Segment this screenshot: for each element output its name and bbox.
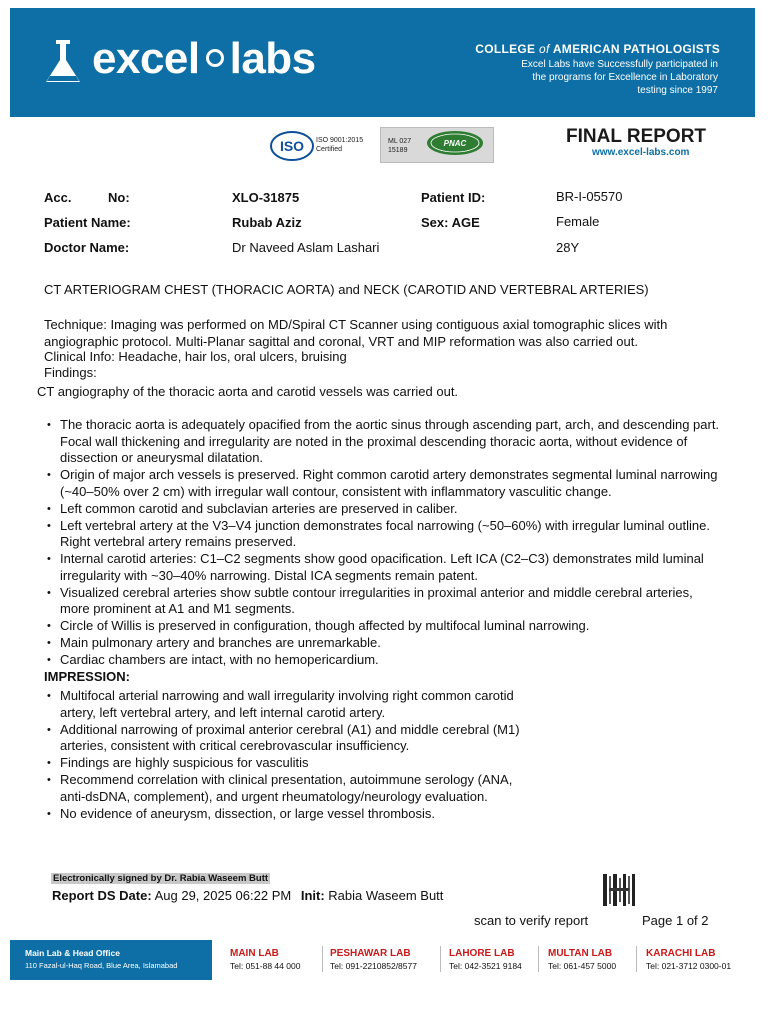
impression-label: IMPRESSION: bbox=[44, 669, 130, 684]
age-value: 28Y bbox=[556, 240, 580, 255]
iso-line-1: ISO 9001:2015 bbox=[316, 137, 364, 144]
footer-lab-name: KARACHI LAB bbox=[646, 948, 716, 959]
study-title: CT ARTERIOGRAM CHEST (THORACIC AORTA) and NECK (CAROTID AND VERTEBRAL ARTERIES) bbox=[44, 282, 649, 297]
findings-label: Findings: bbox=[44, 365, 97, 380]
iso-line-2: Certified bbox=[316, 146, 343, 153]
pnac-logo-icon bbox=[424, 129, 486, 157]
footer-lab-tel: Tel: 091-2210852/8577 bbox=[330, 961, 417, 971]
iso-logo-text: ISO bbox=[279, 138, 305, 154]
patient-name-label: Patient Name: bbox=[44, 215, 131, 230]
cap-title-part-1: COLLEGE bbox=[475, 42, 536, 56]
footer-lab-name: LAHORE LAB bbox=[449, 948, 515, 959]
patient-name-value: Rubab Aziz bbox=[232, 215, 302, 230]
footer-lab-tel: Tel: 021-3712 0300-01 bbox=[646, 961, 732, 971]
footer-divider bbox=[636, 946, 637, 972]
cap-line-2: the programs for Excellence in Laboratory bbox=[532, 72, 718, 83]
findings-item: • Origin of major arch vessels is preserved. Right common carotid artery demonstrates segmental luminal narrowing (~40–50% over 2 cm) with irregular wall contour, consistent with inflammatory vasculitic change. bbox=[60, 467, 725, 500]
findings-item: • Left vertebral artery at the V3–V4 junction demonstrates focal narrowing (~50–60%) with irregular luminal outline. Right vertebral artery remains preserved. bbox=[60, 518, 725, 551]
patient-id-label: Patient ID: bbox=[421, 190, 486, 205]
footer-head-office bbox=[10, 940, 212, 980]
flask-logo-icon bbox=[46, 40, 90, 86]
sex-value: Female bbox=[556, 214, 600, 229]
ml-line-1: ML 027 bbox=[388, 138, 412, 145]
cap-line-1: Excel Labs have Successfully participated in bbox=[521, 59, 718, 70]
footer-divider bbox=[538, 946, 539, 972]
cap-line-3: testing since 1997 bbox=[637, 85, 718, 96]
impression-item: • Findings are highly suspicious for vasculitis bbox=[60, 755, 530, 772]
page-number: Page 1 of 2 bbox=[642, 913, 709, 928]
impression-item: • Recommend correlation with clinical presentation, autoimmune serology (ANA, anti-dsDNA, complement), and urgent rheumatology/neurology evaluation. bbox=[60, 772, 530, 805]
website-link[interactable]: www.excel-labs.com bbox=[592, 147, 690, 158]
doctor-name-label: Doctor Name: bbox=[44, 240, 130, 255]
footer-lab-name: MAIN LAB bbox=[230, 948, 279, 959]
cap-title bbox=[475, 42, 720, 56]
footer-lab-tel: Tel: 042-3521 9184 bbox=[449, 961, 522, 971]
findings-item: • Left common carotid and subclavian arteries are preserved in caliber. bbox=[60, 501, 725, 518]
head-office-title: Main Lab & Head Office bbox=[25, 948, 120, 958]
patient-id-value: BR-I-05570 bbox=[556, 189, 623, 204]
iso-logo-icon bbox=[270, 131, 314, 161]
report-title: FINAL REPORT bbox=[566, 126, 707, 147]
report-date bbox=[52, 888, 443, 903]
footer-divider bbox=[322, 946, 323, 972]
findings-item: • Cardiac chambers are intact, with no hemopericardium. bbox=[60, 652, 725, 669]
scan-to-verify: scan to verify report bbox=[474, 913, 589, 928]
brand-left: excel bbox=[92, 34, 200, 83]
acc-label-2: No: bbox=[108, 190, 130, 205]
cap-title-of: of bbox=[539, 42, 550, 56]
findings-intro: CT angiography of the thoracic aorta and carotid vessels was carried out. bbox=[37, 384, 459, 399]
acc-value: XLO-31875 bbox=[232, 190, 300, 205]
report-date-value: Aug 29, 2025 06:22 PM bbox=[154, 888, 292, 903]
pnac-ml-text bbox=[388, 137, 411, 155]
impression-item: • Multifocal arterial narrowing and wall irregularity involving right common carotid artery, left vertebral artery, and left internal carotid artery. bbox=[60, 688, 530, 721]
findings-item: • Visualized cerebral arteries show subtle contour irregularities in proximal anterior and middle cerebral arteries, more prominent at A1 and M1 segments. bbox=[60, 585, 725, 618]
findings-list bbox=[45, 417, 725, 669]
signed-by: Electronically signed by Dr. Rabia Waseem Butt bbox=[53, 873, 269, 884]
acc-label-1: Acc. bbox=[44, 190, 72, 205]
findings-item: • Circle of Willis is preserved in configuration, though affected by multifocal luminal narrowing. bbox=[60, 618, 725, 635]
technique-text: Technique: Imaging was performed on MD/Spiral CT Scanner using contiguous axial tomographic slices with angiographic protocol. Multi-Planar sagittal and coronal, VRT and MIP reformation was also carried out. bbox=[44, 317, 668, 349]
cap-title-part-2: AMERICAN PATHOLOGISTS bbox=[552, 42, 720, 56]
init-value: Rabia Waseem Butt bbox=[328, 888, 444, 903]
brand-logo-text bbox=[92, 34, 316, 84]
footer-lab-tel: Tel: 051-88 44 000 bbox=[230, 961, 301, 971]
sex-age-label: Sex: AGE bbox=[421, 215, 480, 230]
impression-list bbox=[45, 688, 530, 823]
brand-dot-icon bbox=[206, 49, 224, 67]
impression-item: • No evidence of aneurysm, dissection, or large vessel thrombosis. bbox=[60, 806, 530, 823]
footer-lab-name: MULTAN LAB bbox=[548, 948, 613, 959]
report-date-label: Report DS Date: bbox=[52, 888, 152, 903]
init-label: Init: bbox=[300, 888, 325, 903]
qr-code-icon[interactable] bbox=[601, 872, 637, 908]
footer-lab-tel: Tel: 061-457 5000 bbox=[548, 961, 617, 971]
findings-item: • The thoracic aorta is adequately opacified from the aortic sinus through ascending part, arch, and descending part. Focal wall thickening and irregularity are noted in the proximal descending thoracic aorta, without evidence of dissection or aneurysmal dilatation. bbox=[60, 417, 725, 467]
findings-item: • Main pulmonary artery and branches are unremarkable. bbox=[60, 635, 725, 652]
doctor-name-value: Dr Naveed Aslam Lashari bbox=[232, 240, 380, 255]
footer-lab-name: PESHAWAR LAB bbox=[330, 948, 411, 959]
head-office-address: 110 Fazal-ul-Haq Road, Blue Area, Islamabad bbox=[25, 961, 178, 970]
findings-item: • Internal carotid arteries: C1–C2 segments show good opacification. Left ICA (C2–C3) demonstrates mild luminal irregularity with ~30–40% narrowing. Distal ICA segments remain patent. bbox=[60, 551, 725, 584]
iso-cert-text bbox=[316, 136, 363, 154]
impression-item: • Additional narrowing of proximal anterior cerebral (A1) and middle cerebral (M1) arteries, consistent with critical cerebrovascular insufficiency. bbox=[60, 722, 530, 755]
footer-divider bbox=[440, 946, 441, 972]
ml-line-2: 15189 bbox=[388, 147, 408, 154]
brand-right: labs bbox=[229, 34, 316, 83]
clinical-info: Clinical Info: Headache, hair los, oral ulcers, bruising bbox=[44, 349, 347, 364]
pnac-text: PNAC bbox=[443, 139, 467, 148]
